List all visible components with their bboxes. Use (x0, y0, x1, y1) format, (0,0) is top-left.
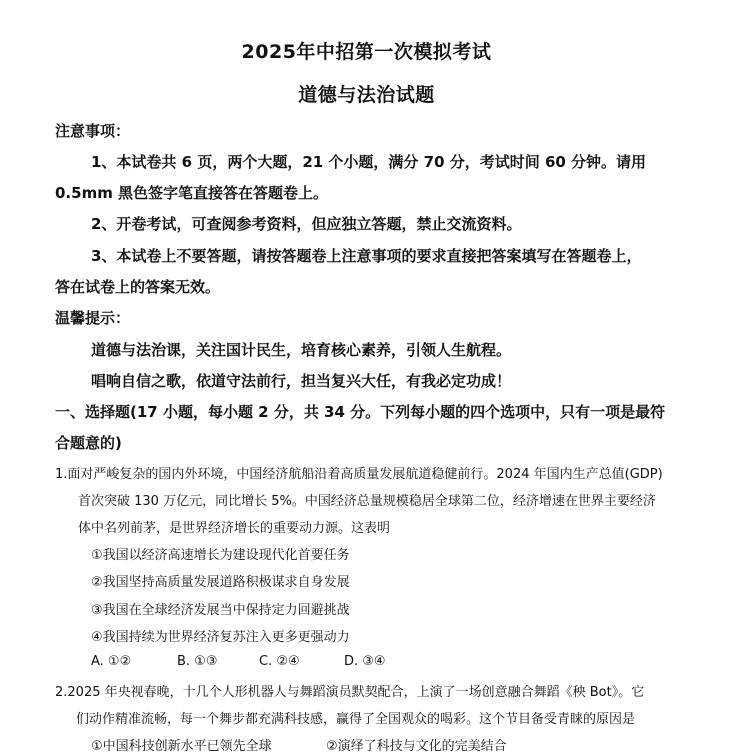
notice-item3-line2: 答在试卷上的答案无效。 (55, 278, 221, 296)
q1-stem-line2: 首次突破 130 万亿元，同比增长 5%。中国经济总量规模稳居全球第二位，经济增速在世界主要经济 (78, 494, 656, 509)
q2-stem-line2: 们动作精准流畅，每一个舞步都充满科技感，赢得了全国观众的喝彩。这个节目备受青睐的原因是 (76, 712, 636, 727)
q2-stem-line1: 2.2025 年央视春晚，十几个人形机器人与舞蹈演员默契配合，上演了一场创意融合舞蹈《秧 Bot》。它 (55, 685, 645, 700)
q1-statement-4: ④我国持续为世界经济复苏注入更多更强动力 (91, 630, 350, 645)
notice-heading: 注意事项： (55, 122, 131, 140)
section1-line2: 合题意的) (55, 434, 122, 452)
q2-statement-2: ②演绎了科技与文化的完美结合 (326, 739, 507, 754)
q1-stem-line1: 1.面对严峻复杂的国内外环境，中国经济航船沿着高质量发展航道稳健前行。2024 年国内生产总值(GDP) (55, 467, 663, 482)
q1-statement-2: ②我国坚持高质量发展道路积极谋求自身发展 (91, 575, 350, 590)
q1-stem-line3: 体中名列前茅，是世界经济增长的重要动力源。这表明 (78, 521, 391, 536)
notice-item1-line2: 0.5mm 黑色签字笔直接答在答题卷上。 (55, 184, 329, 202)
tips-line1: 道德与法治课，关注国计民生，培育核心素养，引领人生航程。 (91, 341, 512, 359)
q1-option-b: B. ①③ (177, 654, 218, 669)
q1-option-c: C. ②④ (259, 654, 300, 669)
q1-statement-3: ③我国在全球经济发展当中保持定力回避挑战 (91, 603, 350, 618)
q2-statement-1: ①中国科技创新水平已领先全球 (91, 739, 272, 754)
tips-line2: 唱响自信之歌，依道守法前行，担当复兴大任，有我必定功成！ (91, 372, 512, 390)
q1-option-a: A. ①② (91, 654, 132, 669)
tips-heading: 温馨提示： (55, 309, 131, 327)
exam-subtitle: 道德与法治试题 (298, 84, 435, 106)
section1-line1: 一、选择题(17 小题，每小题 2 分，共 34 分。下列每小题的四个选项中，只有一项是最符 (55, 403, 666, 421)
notice-item2: 2、开卷考试，可查阅参考资料，但应独立答题，禁止交流资料。 (91, 215, 522, 233)
notice-item1-line1: 1、本试卷共 6 页，两个大题，21 个小题，满分 70 分，考试时间 60 分钟。请用 (91, 153, 647, 171)
q1-option-d: D. ③④ (344, 654, 386, 669)
notice-item3-line1: 3、本试卷上不要答题，请按答题卷上注意事项的要求直接把答案填写在答题卷上， (91, 247, 642, 265)
exam-title: 2025年中招第一次模拟考试 (241, 41, 492, 63)
q1-statement-1: ①我国以经济高速增长为建设现代化首要任务 (91, 548, 350, 563)
